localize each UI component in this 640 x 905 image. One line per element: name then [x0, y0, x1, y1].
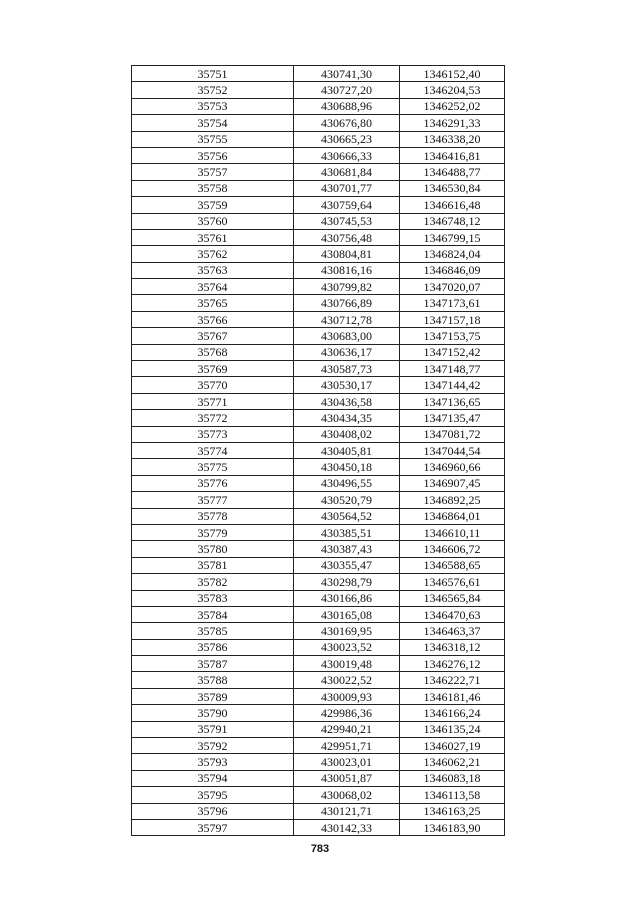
point-id-cell: 35755 — [132, 131, 294, 147]
table-row — [132, 262, 505, 278]
y-coordinate-cell: 1346416,81 — [400, 147, 505, 163]
y-coordinate-cell: 1346027,19 — [400, 738, 505, 754]
table-row — [132, 574, 505, 590]
table-row — [132, 754, 505, 770]
point-id-cell: 35793 — [132, 754, 294, 770]
y-coordinate-cell: 1347157,18 — [400, 311, 505, 327]
point-id-cell: 35758 — [132, 180, 294, 196]
x-coordinate-cell: 430520,79 — [294, 492, 400, 508]
y-coordinate-cell: 1346907,45 — [400, 475, 505, 491]
table-row — [132, 147, 505, 163]
point-id-cell: 35769 — [132, 361, 294, 377]
x-coordinate-cell: 430766,89 — [294, 295, 400, 311]
y-coordinate-cell: 1346576,61 — [400, 574, 505, 590]
point-id-cell: 35761 — [132, 229, 294, 245]
table-row — [132, 705, 505, 721]
y-coordinate-cell: 1346204,53 — [400, 82, 505, 98]
x-coordinate-cell: 430434,35 — [294, 410, 400, 426]
x-coordinate-cell: 430405,81 — [294, 442, 400, 458]
point-id-cell: 35785 — [132, 623, 294, 639]
point-id-cell: 35760 — [132, 213, 294, 229]
point-id-cell: 35796 — [132, 803, 294, 819]
table-row — [132, 819, 505, 835]
table-row — [132, 361, 505, 377]
y-coordinate-cell: 1346152,40 — [400, 66, 505, 82]
x-coordinate-cell: 430745,53 — [294, 213, 400, 229]
x-coordinate-cell: 430009,93 — [294, 688, 400, 704]
x-coordinate-cell: 430408,02 — [294, 426, 400, 442]
y-coordinate-cell: 1346463,37 — [400, 623, 505, 639]
x-coordinate-cell: 430701,77 — [294, 180, 400, 196]
table-row — [132, 688, 505, 704]
x-coordinate-cell: 430683,00 — [294, 328, 400, 344]
point-id-cell: 35754 — [132, 115, 294, 131]
point-id-cell: 35768 — [132, 344, 294, 360]
x-coordinate-cell: 430023,01 — [294, 754, 400, 770]
y-coordinate-cell: 1347135,47 — [400, 410, 505, 426]
point-id-cell: 35774 — [132, 442, 294, 458]
table-row — [132, 426, 505, 442]
table-row — [132, 410, 505, 426]
table-row — [132, 180, 505, 196]
y-coordinate-cell: 1347173,61 — [400, 295, 505, 311]
x-coordinate-cell: 430799,82 — [294, 279, 400, 295]
x-coordinate-cell: 430051,87 — [294, 770, 400, 786]
point-id-cell: 35783 — [132, 590, 294, 606]
table-row — [132, 606, 505, 622]
x-coordinate-cell: 430496,55 — [294, 475, 400, 491]
x-coordinate-cell: 430712,78 — [294, 311, 400, 327]
table-row — [132, 344, 505, 360]
point-id-cell: 35797 — [132, 819, 294, 835]
table-row — [132, 98, 505, 114]
y-coordinate-cell: 1346276,12 — [400, 656, 505, 672]
y-coordinate-cell: 1346488,77 — [400, 164, 505, 180]
y-coordinate-cell: 1346530,84 — [400, 180, 505, 196]
y-coordinate-cell: 1346062,21 — [400, 754, 505, 770]
x-coordinate-cell: 430676,80 — [294, 115, 400, 131]
table-row — [132, 672, 505, 688]
y-coordinate-cell: 1346799,15 — [400, 229, 505, 245]
point-id-cell: 35787 — [132, 656, 294, 672]
point-id-cell: 35759 — [132, 197, 294, 213]
point-id-cell: 35790 — [132, 705, 294, 721]
table-row — [132, 721, 505, 737]
y-coordinate-cell: 1346824,04 — [400, 246, 505, 262]
table-row — [132, 738, 505, 754]
x-coordinate-cell: 430804,81 — [294, 246, 400, 262]
point-id-cell: 35781 — [132, 557, 294, 573]
point-id-cell: 35782 — [132, 574, 294, 590]
table-row — [132, 328, 505, 344]
point-id-cell: 35786 — [132, 639, 294, 655]
table-row — [132, 442, 505, 458]
table-row — [132, 557, 505, 573]
x-coordinate-cell: 430165,08 — [294, 606, 400, 622]
y-coordinate-cell: 1346470,63 — [400, 606, 505, 622]
table-row — [132, 639, 505, 655]
x-coordinate-cell: 430636,17 — [294, 344, 400, 360]
table-row — [132, 459, 505, 475]
x-coordinate-cell: 430142,33 — [294, 819, 400, 835]
point-id-cell: 35753 — [132, 98, 294, 114]
point-id-cell: 35794 — [132, 770, 294, 786]
x-coordinate-cell: 429940,21 — [294, 721, 400, 737]
table-row — [132, 131, 505, 147]
y-coordinate-cell: 1346083,18 — [400, 770, 505, 786]
y-coordinate-cell: 1347144,42 — [400, 377, 505, 393]
page-number: 783 — [310, 843, 330, 855]
y-coordinate-cell: 1346748,12 — [400, 213, 505, 229]
table-row — [132, 541, 505, 557]
point-id-cell: 35776 — [132, 475, 294, 491]
point-id-cell: 35775 — [132, 459, 294, 475]
table-row — [132, 229, 505, 245]
x-coordinate-cell: 430688,96 — [294, 98, 400, 114]
y-coordinate-cell: 1346864,01 — [400, 508, 505, 524]
point-id-cell: 35762 — [132, 246, 294, 262]
point-id-cell: 35773 — [132, 426, 294, 442]
x-coordinate-cell: 430022,52 — [294, 672, 400, 688]
y-coordinate-cell: 1346960,66 — [400, 459, 505, 475]
y-coordinate-cell: 1346135,24 — [400, 721, 505, 737]
point-id-cell: 35777 — [132, 492, 294, 508]
table-row — [132, 66, 505, 82]
point-id-cell: 35780 — [132, 541, 294, 557]
table-row — [132, 590, 505, 606]
table-row — [132, 279, 505, 295]
y-coordinate-cell: 1346588,65 — [400, 557, 505, 573]
y-coordinate-cell: 1346338,20 — [400, 131, 505, 147]
x-coordinate-cell: 430665,23 — [294, 131, 400, 147]
point-id-cell: 35771 — [132, 393, 294, 409]
y-coordinate-cell: 1346183,90 — [400, 819, 505, 835]
point-id-cell: 35752 — [132, 82, 294, 98]
x-coordinate-cell: 430816,16 — [294, 262, 400, 278]
y-coordinate-cell: 1347153,75 — [400, 328, 505, 344]
table-row — [132, 377, 505, 393]
point-id-cell: 35756 — [132, 147, 294, 163]
table-row — [132, 295, 505, 311]
table-row — [132, 213, 505, 229]
y-coordinate-cell: 1347152,42 — [400, 344, 505, 360]
x-coordinate-cell: 430385,51 — [294, 524, 400, 540]
point-id-cell: 35764 — [132, 279, 294, 295]
y-coordinate-cell: 1347148,77 — [400, 361, 505, 377]
point-id-cell: 35784 — [132, 606, 294, 622]
point-id-cell: 35766 — [132, 311, 294, 327]
y-coordinate-cell: 1346892,25 — [400, 492, 505, 508]
y-coordinate-cell: 1347081,72 — [400, 426, 505, 442]
point-id-cell: 35751 — [132, 66, 294, 82]
point-id-cell: 35791 — [132, 721, 294, 737]
x-coordinate-cell: 430355,47 — [294, 557, 400, 573]
point-id-cell: 35763 — [132, 262, 294, 278]
x-coordinate-cell: 430166,86 — [294, 590, 400, 606]
x-coordinate-cell: 430023,52 — [294, 639, 400, 655]
table-row — [132, 311, 505, 327]
point-id-cell: 35788 — [132, 672, 294, 688]
y-coordinate-cell: 1346616,48 — [400, 197, 505, 213]
table-row — [132, 82, 505, 98]
point-id-cell: 35767 — [132, 328, 294, 344]
y-coordinate-cell: 1346318,12 — [400, 639, 505, 655]
point-id-cell: 35765 — [132, 295, 294, 311]
y-coordinate-cell: 1346606,72 — [400, 541, 505, 557]
table-row — [132, 508, 505, 524]
y-coordinate-cell: 1346610,11 — [400, 524, 505, 540]
x-coordinate-cell: 430450,18 — [294, 459, 400, 475]
x-coordinate-cell: 430727,20 — [294, 82, 400, 98]
y-coordinate-cell: 1347136,65 — [400, 393, 505, 409]
point-id-cell: 35757 — [132, 164, 294, 180]
y-coordinate-cell: 1346113,58 — [400, 787, 505, 803]
x-coordinate-cell: 430564,52 — [294, 508, 400, 524]
table-row — [132, 770, 505, 786]
x-coordinate-cell: 430666,33 — [294, 147, 400, 163]
x-coordinate-cell: 430756,48 — [294, 229, 400, 245]
table-row — [132, 164, 505, 180]
x-coordinate-cell: 429986,36 — [294, 705, 400, 721]
coordinates-table-body — [132, 66, 505, 836]
point-id-cell: 35789 — [132, 688, 294, 704]
table-row — [132, 246, 505, 262]
table-row — [132, 787, 505, 803]
y-coordinate-cell: 1346846,09 — [400, 262, 505, 278]
y-coordinate-cell: 1346252,02 — [400, 98, 505, 114]
point-id-cell: 35795 — [132, 787, 294, 803]
x-coordinate-cell: 430298,79 — [294, 574, 400, 590]
y-coordinate-cell: 1346222,71 — [400, 672, 505, 688]
table-row — [132, 623, 505, 639]
point-id-cell: 35792 — [132, 738, 294, 754]
table-row — [132, 524, 505, 540]
x-coordinate-cell: 429951,71 — [294, 738, 400, 754]
x-coordinate-cell: 430741,30 — [294, 66, 400, 82]
y-coordinate-cell: 1346291,33 — [400, 115, 505, 131]
point-id-cell: 35772 — [132, 410, 294, 426]
table-row — [132, 492, 505, 508]
x-coordinate-cell: 430530,17 — [294, 377, 400, 393]
y-coordinate-cell: 1346181,46 — [400, 688, 505, 704]
table-row — [132, 393, 505, 409]
table-row — [132, 803, 505, 819]
x-coordinate-cell: 430759,64 — [294, 197, 400, 213]
y-coordinate-cell: 1347020,07 — [400, 279, 505, 295]
point-id-cell: 35778 — [132, 508, 294, 524]
table-row — [132, 197, 505, 213]
x-coordinate-cell: 430436,58 — [294, 393, 400, 409]
x-coordinate-cell: 430068,02 — [294, 787, 400, 803]
x-coordinate-cell: 430387,43 — [294, 541, 400, 557]
x-coordinate-cell: 430169,95 — [294, 623, 400, 639]
y-coordinate-cell: 1346163,25 — [400, 803, 505, 819]
point-id-cell: 35770 — [132, 377, 294, 393]
x-coordinate-cell: 430121,71 — [294, 803, 400, 819]
x-coordinate-cell: 430019,48 — [294, 656, 400, 672]
y-coordinate-cell: 1346166,24 — [400, 705, 505, 721]
table-row — [132, 475, 505, 491]
table-row — [132, 656, 505, 672]
x-coordinate-cell: 430587,73 — [294, 361, 400, 377]
table-row — [132, 115, 505, 131]
y-coordinate-cell: 1347044,54 — [400, 442, 505, 458]
y-coordinate-cell: 1346565,84 — [400, 590, 505, 606]
x-coordinate-cell: 430681,84 — [294, 164, 400, 180]
coordinates-table — [131, 65, 505, 836]
point-id-cell: 35779 — [132, 524, 294, 540]
